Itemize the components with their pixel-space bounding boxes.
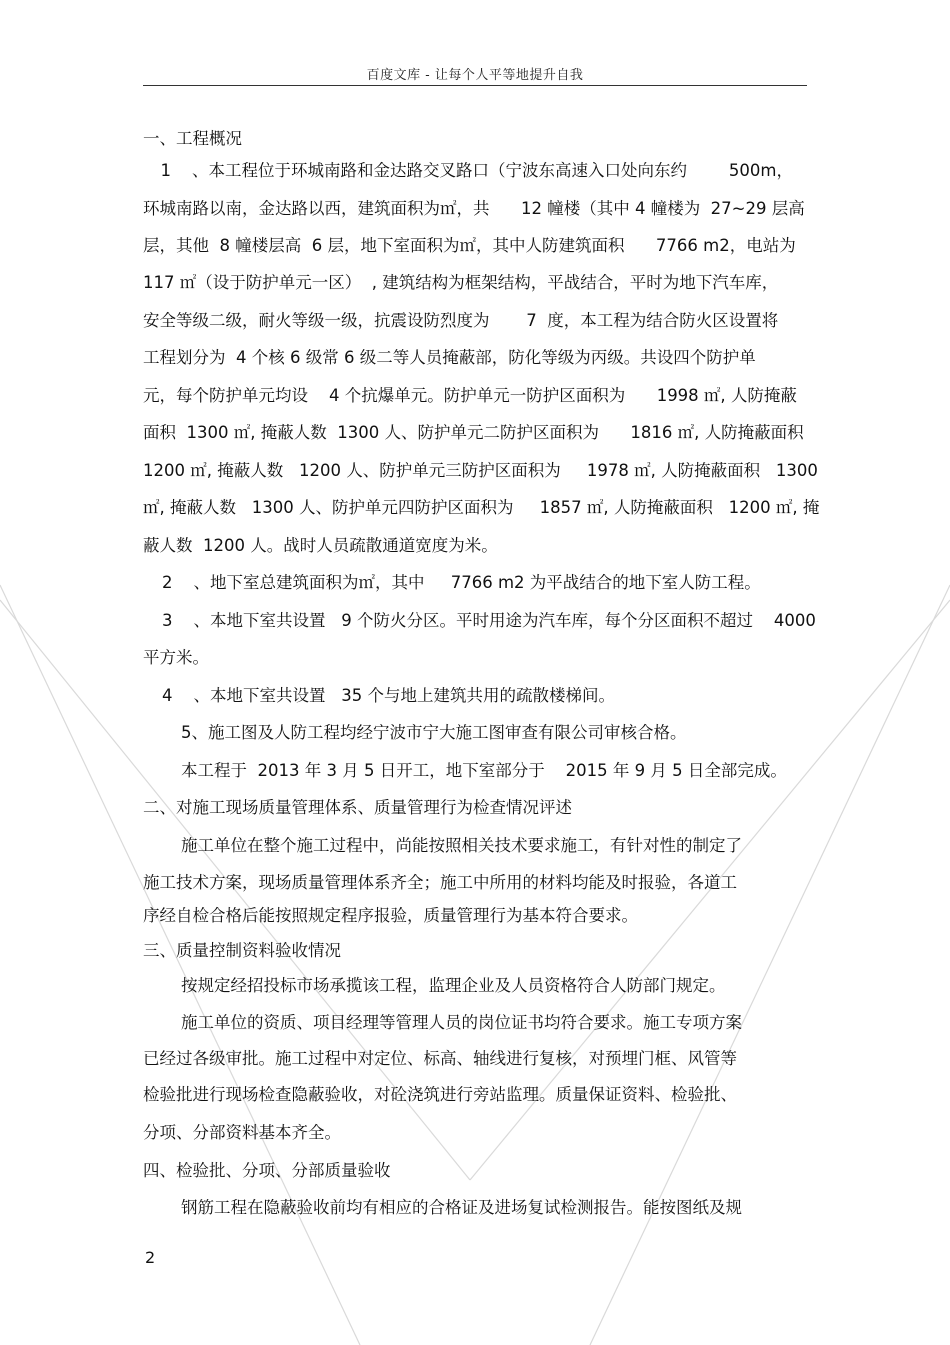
section-heading: 三、质量控制资料验收情况 bbox=[143, 941, 341, 960]
text-line: 本工程于 2013 年 3 月 5 日开工，地下室部分于 2015 年 9 月 5 日全部完成。 bbox=[181, 761, 787, 780]
text-line: 1 、本工程位于环城南路和金达路交叉路口（宁波东高速入口处向东约 500m， bbox=[150, 161, 793, 180]
text-line: 面积 1300 ㎡, 掩蔽人数 1300 人、防护单元二防护区面积为 1816 ㎡, 人防掩蔽面积 bbox=[143, 423, 804, 442]
text-line: 工程划分为 4 个核 6 级常 6 级二等人员掩蔽部，防化等级为丙级。共设四个防护单 bbox=[143, 348, 756, 367]
page-number: 2 bbox=[145, 1248, 156, 1267]
text-line: 117 ㎡（设于防护单元一区） , 建筑结构为框架结构，平战结合，平时为地下汽车库， bbox=[143, 273, 779, 292]
text-line: 安全等级二级，耐火等级一级，抗震设防烈度为 7 度，本工程为结合防火区设置将 bbox=[143, 311, 779, 330]
text-line: ㎡, 掩蔽人数 1300 人、防护单元四防护区面积为 1857 ㎡, 人防掩蔽面积 1200 ㎡, 掩 bbox=[143, 498, 820, 517]
text-line: 已经过各级审批。施工过程中对定位、标高、轴线进行复核，对预埋门框、风管等 bbox=[143, 1049, 737, 1068]
text-line: 层，其他 8 幢楼层高 6 层，地下室面积为㎡，其中人防建筑面积 7766 m2，电站为 bbox=[143, 236, 796, 255]
text-line: 按规定经招投标市场承揽该工程，监理企业及人员资格符合人防部门规定。 bbox=[181, 976, 726, 995]
text-line: 平方米。 bbox=[143, 648, 209, 667]
text-line: 3 、本地下室共设置 9 个防火分区。平时用途为汽车库，每个分区面积不超过 4000 bbox=[162, 611, 816, 630]
text-line: 环城南路以南，金达路以西，建筑面积为㎡，共 12 幢楼（其中 4 幢楼为 27~29 层高 bbox=[143, 199, 805, 218]
section-heading: 二、对施工现场质量管理体系、质量管理行为检查情况评述 bbox=[143, 798, 572, 817]
text-line: 4 、本地下室共设置 35 个与地上建筑共用的疏散楼梯间。 bbox=[162, 686, 615, 705]
text-line: 元，每个防护单元均设 4 个抗爆单元。防护单元一防护区面积为 1998 ㎡, 人防掩蔽 bbox=[143, 386, 797, 405]
text-line: 分项、分部资料基本齐全。 bbox=[143, 1123, 341, 1142]
text-line: 蔽人数 1200 人。战时人员疏散通道宽度为米。 bbox=[143, 536, 498, 555]
text-line: 1200 ㎡, 掩蔽人数 1200 人、防护单元三防护区面积为 1978 ㎡, 人防掩蔽面积 1300 bbox=[143, 461, 818, 480]
text-line: 检验批进行现场检查隐蔽验收，对砼浇筑进行旁站监理。质量保证资料、检验批、 bbox=[143, 1085, 737, 1104]
text-line: 钢筋工程在隐蔽验收前均有相应的合格证及进场复试检测报告。能按图纸及规 bbox=[181, 1198, 742, 1217]
text-line: 施工单位的资质、项目经理等管理人员的岗位证书均符合要求。施工专项方案 bbox=[181, 1013, 742, 1032]
section-heading: 四、检验批、分项、分部质量验收 bbox=[143, 1161, 391, 1180]
section-heading: 一、工程概况 bbox=[143, 129, 242, 148]
header-divider bbox=[143, 85, 807, 86]
text-line: 施工技术方案，现场质量管理体系齐全；施工中所用的材料均能及时报验，各道工 bbox=[143, 873, 737, 892]
text-line: 2 、地下室总建筑面积为㎡，其中 7766 m2 为平战结合的地下室人防工程。 bbox=[162, 573, 761, 592]
page-header: 百度文库 - 让每个人平等地提升自我 bbox=[366, 68, 584, 83]
text-line: 5、施工图及人防工程均经宁波市宁大施工图审查有限公司审核合格。 bbox=[181, 723, 687, 742]
text-line: 序经自检合格后能按照规定程序报验，质量管理行为基本符合要求。 bbox=[143, 906, 638, 925]
text-line: 施工单位在整个施工过程中，尚能按照相关技术要求施工，有针对性的制定了 bbox=[181, 836, 742, 855]
